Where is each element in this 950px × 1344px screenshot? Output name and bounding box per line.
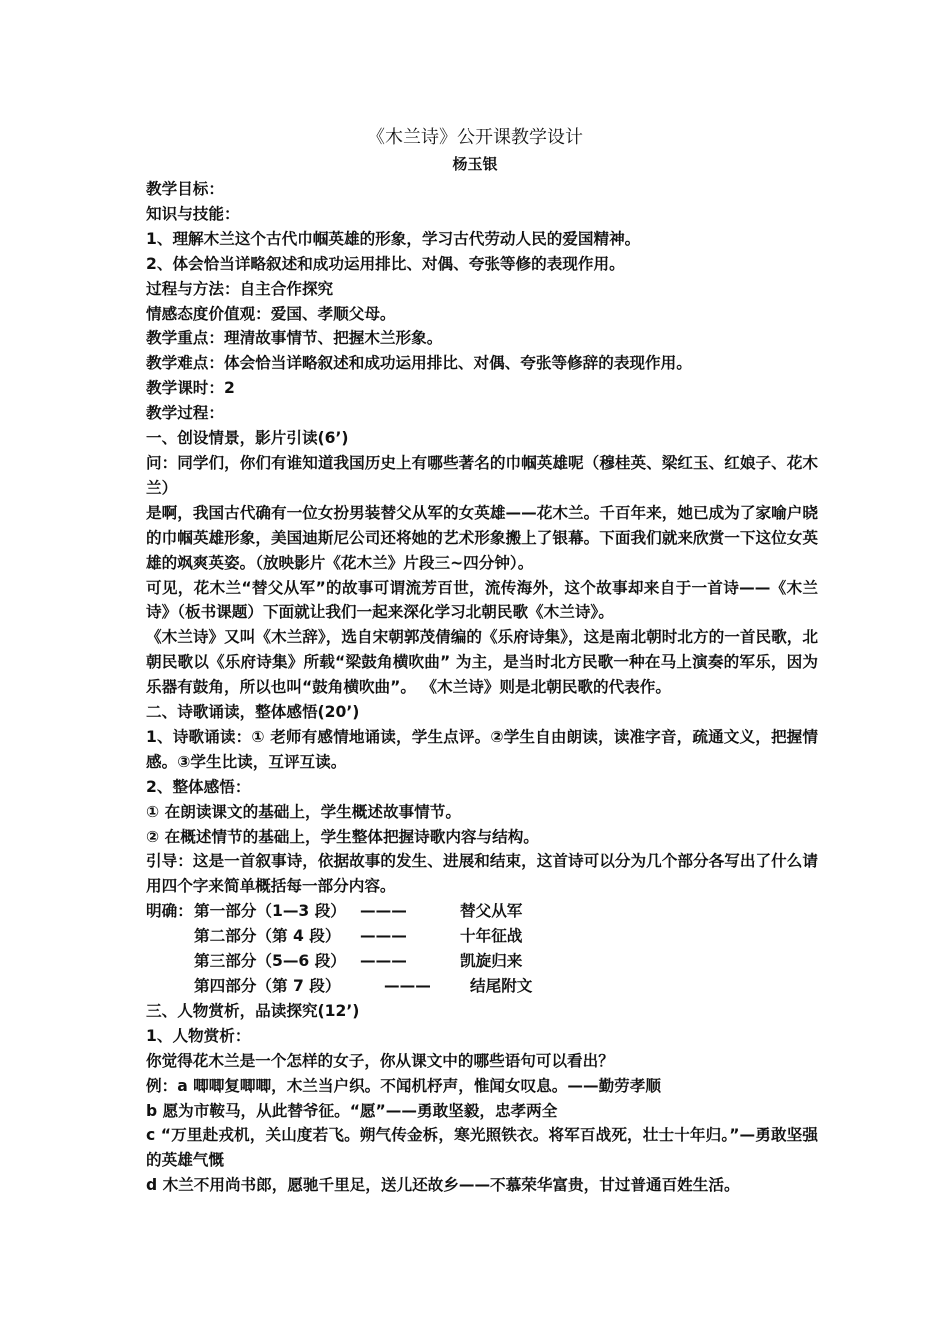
overall-perception-heading: 2、整体感悟： bbox=[146, 777, 251, 796]
example-b: b 愿为市鞍马，从此替爷征。“愿”——勇敢坚毅，忠孝两全 bbox=[146, 1101, 558, 1120]
part-summary: 结尾附文 bbox=[470, 977, 533, 995]
background-paragraph: 《木兰诗》又叫《木兰辞》，选自宋朝郭茂倩编的《乐府诗集》，这是南北朝时北方的一首民歌，北朝民歌以《乐府诗集》所载“梁鼓角横吹曲” 为主，是当时北方民歌一种在马上演奏的军乐，因为乐器有鼓角，所以也叫“鼓角横吹曲”。 《木兰诗》则是北朝民歌的代表作。 bbox=[146, 628, 818, 697]
part-label: 第二部分（第 4 段） bbox=[194, 927, 341, 946]
part-dash: ——— bbox=[360, 902, 407, 921]
section-3-heading: 三、人物赏析，品读探究(12’) bbox=[146, 1001, 360, 1020]
class-hours: 教学课时：2 bbox=[146, 379, 235, 398]
part-dash: ——— bbox=[360, 927, 407, 946]
part-dash: ——— bbox=[360, 952, 407, 971]
part-summary: 替父从军 bbox=[460, 902, 523, 921]
transition-paragraph: 可见，花木兰“替父从军”的故事可谓流芳百世，流传海外，这个故事却来自于一首诗——《木兰诗》（板书课题）下面就让我们一起来深化学习北朝民歌《木兰诗》。 bbox=[146, 578, 818, 622]
document-author: 杨玉银 bbox=[452, 155, 498, 173]
example-a: 例：a 唧唧复唧唧，木兰当户织。不闻机杼声，惟闻女叹息。——勤劳孝顺 bbox=[146, 1076, 661, 1095]
section-2-heading: 二、诗歌诵读，整体感悟(20’) bbox=[146, 703, 360, 722]
structure-row bbox=[146, 974, 818, 999]
part-summary: 凯旋归来 bbox=[460, 952, 523, 971]
part-label: 第一部分（1—3 段） bbox=[194, 902, 346, 921]
section-1-heading: 一、创设情景，影片引读(6’) bbox=[146, 429, 349, 448]
character-analysis-heading: 1、人物赏析： bbox=[146, 1026, 251, 1045]
perception-item-1: ① 在朗读课文的基础上，学生概述故事情节。 bbox=[146, 802, 461, 821]
process-method: 过程与方法：自主合作探究 bbox=[146, 279, 334, 298]
teaching-process-heading: 教学过程： bbox=[146, 404, 224, 423]
intro-paragraph: 是啊，我国古代确有一位女扮男装替父从军的女英雄——花木兰。千百年来，她已成为了家喻户晓的巾帼英雄形象，美国迪斯尼公司还将她的艺术形象搬上了银幕。下面我们就来欣赏一下这位女英雄的飒爽英姿。（放映影片《花木兰》片段三~四分钟）。 bbox=[146, 503, 818, 572]
document-body bbox=[146, 177, 818, 1198]
document-title: 《木兰诗》公开课教学设计 bbox=[367, 127, 583, 148]
question-paragraph: 问：同学们，你们有谁知道我国历史上有哪些著名的巾帼英雄呢（穆桂英、梁红玉、红娘子、花木兰） bbox=[146, 453, 818, 497]
part-label: 第三部分（5—6 段） bbox=[194, 952, 346, 971]
perception-item-2: ② 在概述情节的基础上，学生整体把握诗歌内容与结构。 bbox=[146, 827, 539, 846]
teaching-difficulty: 教学难点：体会恰当详略叙述和成功运用排比、对偶、夸张等修辞的表现作用。 bbox=[146, 354, 692, 373]
part-label: 第四部分（第 7 段） bbox=[194, 977, 341, 995]
objective-item-1: 1、理解木兰这个古代巾帼英雄的形象，学习古代劳动人民的爱国精神。 bbox=[146, 229, 641, 248]
teaching-focus: 教学重点：理清故事情节、把握木兰形象。 bbox=[146, 329, 443, 348]
knowledge-skills-heading: 知识与技能： bbox=[146, 204, 240, 223]
structure-row bbox=[146, 924, 818, 949]
objective-item-2: 2、体会恰当详略叙述和成功运用排比、对偶、夸张等修的表现作用。 bbox=[146, 254, 625, 273]
example-c: c “万里赴戎机，关山度若飞。朔气传金柝，寒光照铁衣。将军百战死，壮士十年归。”—勇敢坚强的英雄气慨 bbox=[146, 1126, 818, 1170]
example-d: d 木兰不用尚书郎，愿驰千里足，送儿还故乡——不慕荣华富贵，甘过普通百姓生活。 bbox=[146, 1176, 740, 1195]
guidance-paragraph: 引导：这是一首叙事诗，依据故事的发生、进展和结束，这首诗可以分为几个部分各写出了什么请用四个字来简单概括每一部分内容。 bbox=[146, 852, 818, 896]
character-question: 你觉得花木兰是一个怎样的女子，你从课文中的哪些语句可以看出？ bbox=[146, 1051, 614, 1070]
part-summary: 十年征战 bbox=[460, 927, 523, 946]
part-dash: ——— bbox=[384, 977, 431, 995]
structure-row bbox=[146, 899, 818, 924]
clarify-prefix: 明确： bbox=[146, 902, 193, 921]
objectives-heading: 教学目标： bbox=[146, 180, 224, 198]
structure-row bbox=[146, 949, 818, 974]
recitation-paragraph: 1、诗歌诵读：① 老师有感情地诵读，学生点评。②学生自由朗读，读准字音，疏通文义，把握情感。③学生比读，互评互读。 bbox=[146, 727, 818, 771]
emotion-values: 情感态度价值观：爱国、孝顺父母。 bbox=[146, 304, 396, 323]
